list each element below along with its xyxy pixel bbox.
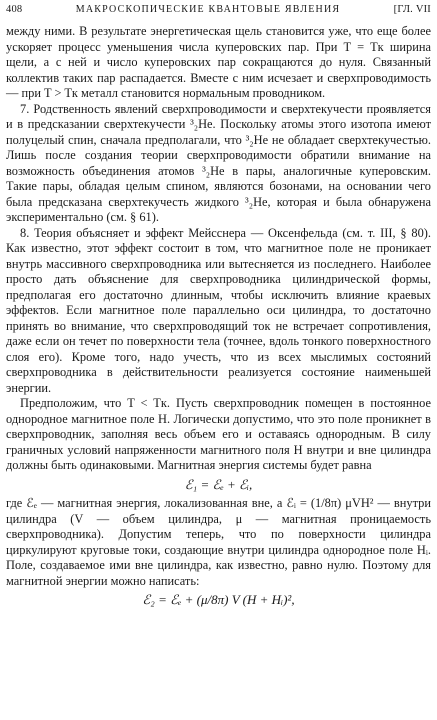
page-header bbox=[6, 4, 431, 24]
paragraph-8: 8. Теория объясняет и эффект Мейсснера — Оксенфельда (см. т. III, § 80). Как известно, этот эффект состоит в том, что магнитное поле не проникает внутрь массивного сверхпроводника или вытесняется из последнего. Наиболее просто дать объяснение для сверхпроводника цилиндрической формы, предполагая его достаточно длинным, чтобы исключить влияние краевых эффектов. Если магнитное поле параллельно оси цилиндра, то достаточно принять во внимание, что сверхпроводящий ток не встречает сопротивления, даже если он течет по поверхности тела (точнее, вдоль тонкого поверхностного слоя его). Кроме того, надо учесть, что из всех мыслимых состояний сверхпроводника в действительности реализуется состояние наименьшей энергии. bbox=[6, 225, 431, 395]
equation-1: ℰ₁ = ℰₑ + ℰᵢ, bbox=[184, 476, 253, 492]
paragraph-7: 7. Родственность явлений сверхпроводимости и сверхтекучести проявляется и в предсказании сверхтекучести ³₂He. Поскольку атомы этого изотопа имеют полуцелый спин, сначала предполагали, что ³₂He не обладает сверхтекучестью. Лишь после создания теории сверхпроводимости обратили внимание на возможность объединения атомов ³₂He в пары, аналогичные куперовским. Такие пары, обладая целым спином, являются бозонами, на основании чего была предсказана сверхтекучесть жидкого ³₂He, которая и была обнаружена экспериментально (см. § 61). bbox=[6, 101, 431, 224]
running-title: МАКРОСКОПИЧЕСКИЕ КВАНТОВЫЕ ЯВЛЕНИЯ bbox=[75, 4, 341, 15]
equation-2: ℰ₂ = ℰₑ + (μ/8π) V (H + Hᵢ)², bbox=[142, 592, 295, 607]
chapter-label: [ГЛ. VII bbox=[393, 4, 431, 15]
paragraph-continuation: между ними. В результате энергетическая щель становится уже, что еще более ускоряет процесс уменьшения числа куперовских пар. При T = Tк ширина щели, а с ней и число куперовских пар сокращаются до нуля. Связанный коллектив таких пар распадается. Вместе с ним исчезает и сверхпроводимость — при T > Tк металл становится нормальным проводником. bbox=[6, 24, 431, 100]
paragraph-assumption: Предположим, что T < Tк. Пусть сверхпроводник помещен в постоянное однородное магнитное поле H. Логически допустимо, что это поле проникнет в сверхпроводник, заполняя весь объем его и оставаясь однородным. В силу граничных условий напряженности магнитного поля H внутри и вне цилиндра должны быть одинаковыми. Магнитная энергия системы будет равна bbox=[6, 396, 431, 472]
page-body bbox=[6, 24, 431, 608]
paragraph-after-equation: где ℰₑ — магнитная энергия, локализованная вне, а ℰᵢ = (1/8π) μVH² — внутри цилиндра (V — объем цилиндра, μ — магнитная проницаемость сверхпроводника). Допустим теперь, что по поверхности цилиндра циркулируют круговые токи, создающие внутри цилиндра однородное поле Hᵢ. Поле, создаваемое ими вне цилиндра, как известно, равно нулю. Поэтому для магнитной энергии можно написать: bbox=[6, 496, 431, 588]
page-number: 408 bbox=[6, 4, 23, 15]
